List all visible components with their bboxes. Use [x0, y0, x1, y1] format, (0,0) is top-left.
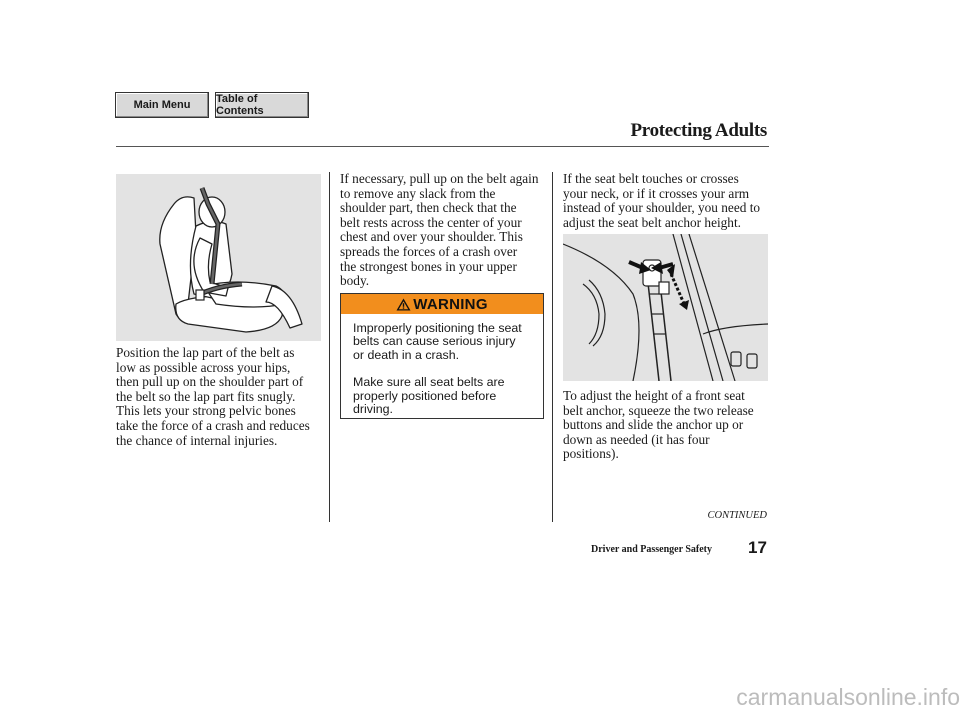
warning-header: [341, 294, 543, 314]
table-of-contents-button[interactable]: Table of Contents: [215, 92, 309, 118]
column-divider-2: [552, 172, 553, 522]
warning-text-2: Make sure all seat belts are properly positioned before driving.: [353, 375, 505, 417]
header-rule: [116, 146, 769, 147]
watermark: carmanualsonline.info: [736, 684, 960, 710]
anchor-height-intro: If the seat belt touches or crosses your neck, or if it crosses your arm instead of your shoulder, you need to adjust the seat belt anchor height.: [563, 171, 761, 230]
footer-section-name: Driver and Passenger Safety: [591, 544, 713, 555]
section-title: Protecting Adults: [630, 120, 767, 141]
seat-belt-anchor-drawing: [563, 234, 768, 381]
seated-occupant-drawing: [116, 174, 321, 341]
warning-text-1: Improperly positioning the seat belts can cause serious injury or death in a crash.: [353, 321, 522, 362]
seated-occupant-illustration: [116, 174, 321, 341]
main-menu-button[interactable]: Main Menu: [115, 92, 209, 118]
shoulder-belt-instructions: If necessary, pull up on the belt again to remove any slack from the shoulder part, then check that the belt rests across the center of your chest and over your shoulder. This spreads the forces of a crash over the strongest bones in your upper body.: [340, 171, 539, 289]
column-divider-1: [329, 172, 330, 522]
warning-label: WARNING: [413, 295, 488, 313]
page-number: 17: [748, 538, 767, 557]
warning-triangle-icon: [396, 298, 411, 311]
anchor-adjust-instructions: To adjust the height of a front seat belt anchor, squeeze the two release buttons and slide the anchor up or down as needed (it has four positions).: [563, 388, 754, 462]
seat-belt-anchor-illustration: [563, 234, 768, 381]
warning-box: [340, 293, 544, 419]
lap-belt-instructions: Position the lap part of the belt as low as possible across your hips, then pull up on the shoulder part of the belt so the lap part fits snugly. This lets your strong pelvic bones take the force of a crash and reduces the chance of internal injuries.: [116, 345, 310, 448]
continued-label: CONTINUED: [707, 510, 767, 521]
